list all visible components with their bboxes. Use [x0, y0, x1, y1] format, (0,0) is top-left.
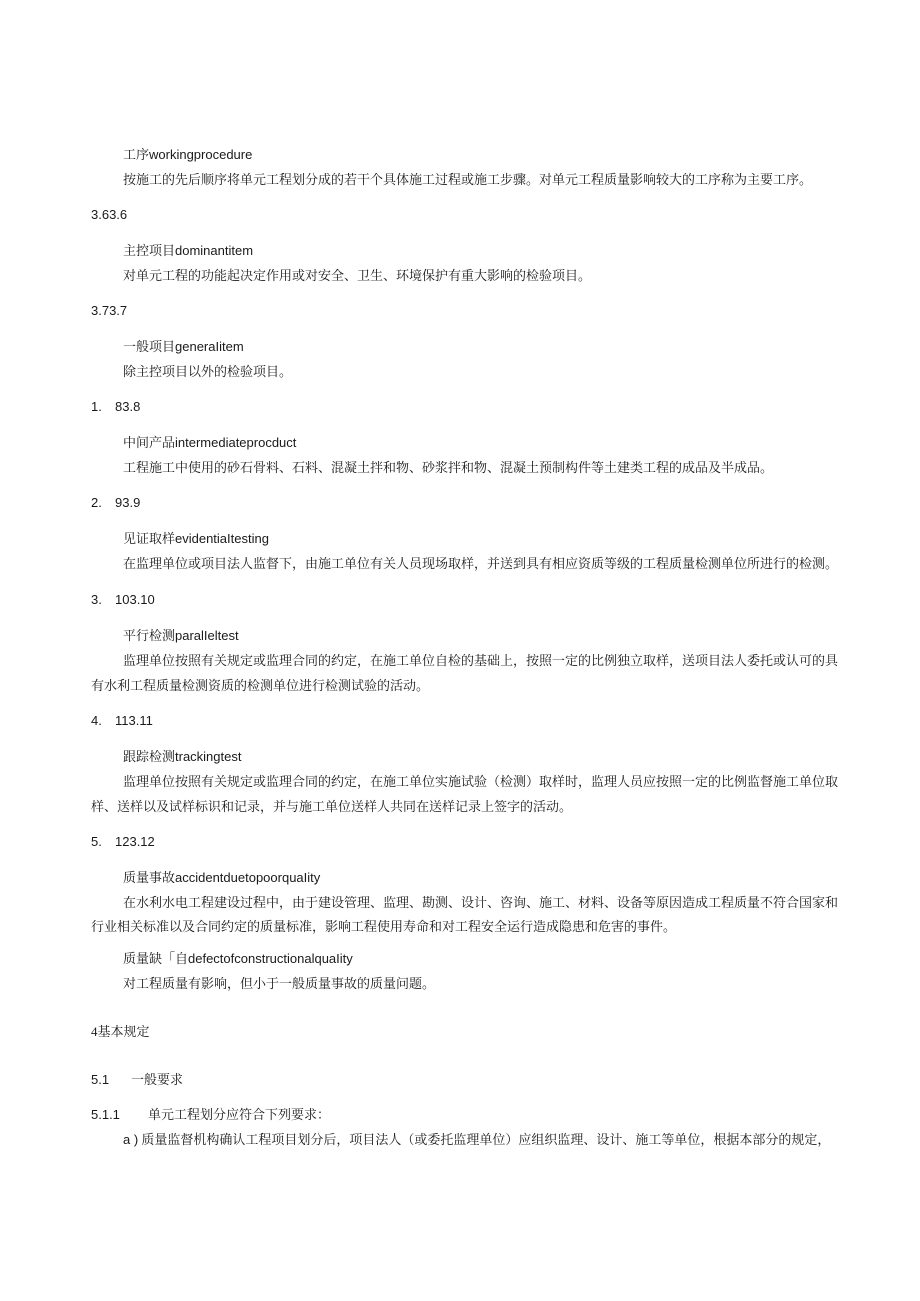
- term-definition: 对单元工程的功能起决定作用或对安全、卫生、环境保护有重大影响的检验项目。: [123, 268, 592, 283]
- term-definition: 工程施工中使用的砂石骨料、石料、混凝土拌和物、砂浆拌和物、混凝土预制构件等土建类工程的成品及半成品。: [123, 460, 774, 475]
- subsection-heading: [91, 1071, 183, 1089]
- term-definition: 按施工的先后顺序将单元工程划分成的若干个具体施工过程或施工步骤。对单元工程质量影响较大的工序称为主要工序。: [123, 172, 813, 187]
- term-definition: 在水利水电工程建设过程中，由于建设管理、监理、勘测、设计、咨询、施工、材料、设备等原因造成工程质量不符合国家和: [123, 895, 839, 910]
- list-item: [123, 1131, 830, 1149]
- term-definition: 监理单位按照有关规定或监理合同的约定，在施工单位自检的基础上，按照一定的比例独立取样，送项目法人委托或认可的具: [123, 653, 839, 668]
- subsection-title: 一般要求: [131, 1072, 184, 1087]
- term-title: 见证取样evidentiaItesting: [123, 531, 269, 546]
- term-title: 跟踪检测trackingtest: [123, 749, 242, 764]
- term-definition-continued: 有水利工程质量检测资质的检测单位进行检测试验的活动。: [91, 678, 430, 693]
- clause-number: 3.73.7: [91, 303, 128, 318]
- clause-number: [91, 833, 155, 851]
- clause-number: [91, 494, 140, 512]
- list-prefix: 1.: [91, 399, 102, 414]
- section-heading: 4基本规定: [91, 1024, 150, 1039]
- term-definition: 在监理单位或项目法人监督下，由施工单位有关人员现场取样，并送到具有相应资质等级的工程质量检测单位所进行的检测。: [123, 556, 839, 571]
- clause-heading: [91, 1106, 330, 1124]
- list-prefix: 5.: [91, 834, 102, 849]
- clause-number: [91, 591, 155, 609]
- clause-number-text: 93.9: [115, 495, 141, 510]
- list-prefix: 2.: [91, 495, 102, 510]
- term-definition-continued: 样、送样以及试样标识和记录，并与施工单位送样人共同在送样记录上签字的活动。: [91, 799, 573, 814]
- term-definition-continued: 行业相关标准以及合同约定的质量标准，影响工程使用寿命和对工程安全运行造成隐患和危害的事件。: [91, 919, 677, 934]
- term-title: 一般项目generaIitem: [123, 339, 244, 354]
- clause-number-text: 83.8: [115, 399, 141, 414]
- term-definition: 对工程质量有影响，但小于一般质量事故的质量问题。: [123, 976, 436, 991]
- list-marker: a ): [123, 1132, 139, 1147]
- subsection-number: 5.1: [91, 1072, 110, 1087]
- term-title: 主控项目dominantitem: [123, 243, 254, 258]
- clause-heading-title: 单元工程划分应符合下列要求：: [148, 1107, 331, 1122]
- list-prefix: 4.: [91, 713, 102, 728]
- clause-number-text: 123.12: [115, 834, 155, 849]
- clause-number: [91, 398, 140, 416]
- term-definition: 监理单位按照有关规定或监理合同的约定，在施工单位实施试验（检测）取样时，监理人员应按照一定的比例监督施工单位取: [123, 774, 839, 789]
- term-title: 质量缺「自defectofconstructionalquaIity: [123, 951, 353, 966]
- clause-heading-number: 5.1.1: [91, 1107, 120, 1122]
- term-title: 工序workingprocedure: [123, 147, 253, 162]
- term-definition: 除主控项目以外的检验项目。: [123, 364, 293, 379]
- term-title: 平行检测paralIeltest: [123, 628, 239, 643]
- list-item-text: 质量监督机构确认工程项目划分后，项目法人（或委托监理单位）应组织监理、设计、施工等单位，根据本部分的规定，: [141, 1132, 831, 1147]
- clause-number: [91, 712, 153, 730]
- term-title: 质量事故accidentduetopoorquaIity: [123, 870, 321, 885]
- clause-number-text: 103.10: [115, 592, 155, 607]
- list-prefix: 3.: [91, 592, 102, 607]
- term-title: 中间产品intermediateprocduct: [123, 435, 297, 450]
- clause-number: 3.63.6: [91, 207, 128, 222]
- clause-number-text: 113.11: [115, 713, 153, 728]
